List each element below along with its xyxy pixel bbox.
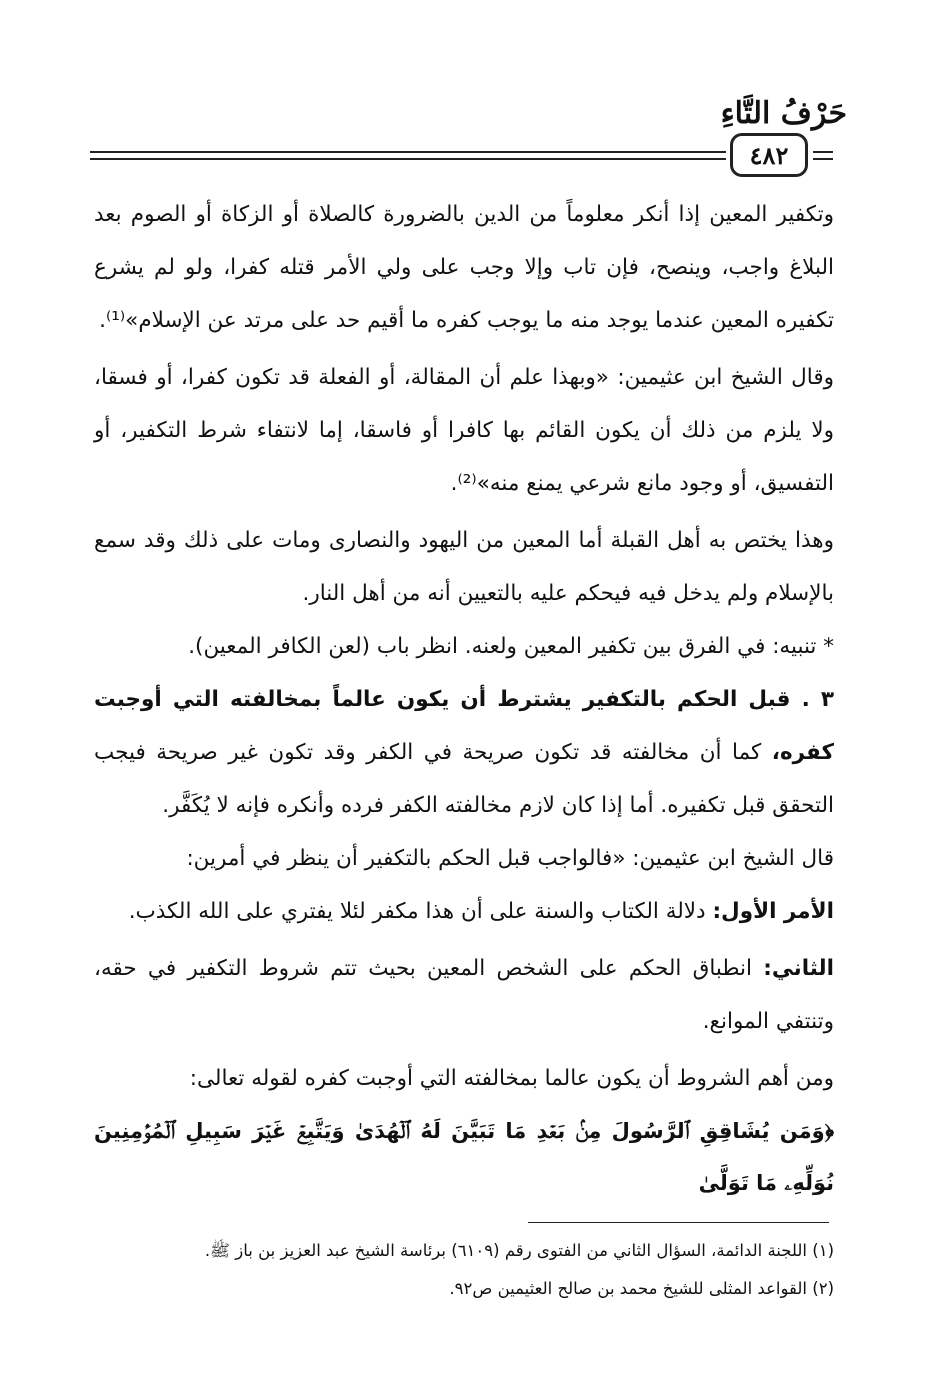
header-rule <box>90 151 726 160</box>
paragraph: قال الشيخ ابن عثيمين: «فالواجب قبل الحكم بالتكفير أن ينظر في أمرين: <box>186 846 834 871</box>
header-rule-end <box>813 151 833 160</box>
page-number-box <box>730 133 808 177</box>
running-title: حَرْفُ التَّاءِ <box>720 96 847 131</box>
quran-verse: ﴿وَمَن يُشَاقِقِ ٱلرَّسُولَ مِنۢ بَعۡدِ مَا تَبَيَّنَ لَهُ ٱلۡهُدَىٰ وَيَتَّبِعۡ غَيۡرَ سَبِيلِ ٱلۡمُؤۡمِنِينَ نُوَلِّهِۦ مَا تَوَلَّىٰ <box>94 1119 834 1195</box>
paragraph: ومن أهم الشروط أن يكون عالما بمخالفته التي أوجبت كفره لقوله تعالى: <box>189 1066 834 1091</box>
paragraph: وقال الشيخ ابن عثيمين: «وبهذا علم أن المقالة، أو الفعلة قد تكون كفرا، أو فسقا، ولا يلزم من ذلك أن يكون القائم بها كافرا أو فاسقا، إما لانتفاء شرط التكفير، أو التفسيق، أو وجود مانع شرعي يمنع منه»⁽²⁾. <box>94 365 834 496</box>
paragraph-text: دلالة الكتاب والسنة على أن هذا مكفر لئلا يفتري على الله الكذب. <box>128 899 713 924</box>
footnote: (٢) القواعد المثلى للشيخ محمد بن صالح العثيمين ص٩٢. <box>449 1279 834 1298</box>
note-paragraph: * تنبيه: في الفرق بين تكفير المعين ولعنه. انظر باب (لعن الكافر المعين). <box>188 634 834 659</box>
point-label: الأمر الأول: <box>712 899 834 924</box>
paragraph <box>94 942 834 1048</box>
page-number: ٤٨٢ <box>749 140 789 170</box>
footnotes <box>94 1232 834 1308</box>
paragraph-text: كما أن مخالفته قد تكون صريحة في الكفر وقد تكون غير صريحة فيجب التحقق قبل تكفيره. أما إذا كان لازم مخالفته الكفر فرده وأنكره فإنه لا يُكَفَّر. <box>94 740 834 818</box>
footnote: (١) اللجنة الدائمة، السؤال الثاني من الفتوى رقم (٦١٠٩) برئاسة الشيخ عبد العزيز بن باز ﷺ. <box>204 1241 834 1260</box>
paragraph-text: انطباق الحكم على الشخص المعين بحيث تتم شروط التكفير في حقه، وتنتفي الموانع. <box>94 956 834 1034</box>
section-heading: ٣ . قبل الحكم بالتكفير يشترط أن يكون عالماً بمخالفته التي أوجبت كفره، <box>94 687 834 765</box>
paragraph: وتكفير المعين إذا أنكر معلوماً من الدين بالضرورة كالصلاة أو الزكاة أو الصوم بعد البلاغ واجب، وينصح، فإن تاب وإلا وجب على ولي الأمر قتله كفرا، ولو لم يشرع تكفيره المعين عندما يوجد منه ما يوجب كفره ما أقيم حد على مرتد عن الإسلام»⁽¹⁾. <box>94 202 834 333</box>
main-text <box>94 188 834 1209</box>
paragraph: وهذا يختص به أهل القبلة أما المعين من اليهود والنصارى ومات على ذلك وقد سمع بالإسلام ولم يدخل فيه فيحكم عليه بالتعيين أنه من أهل النار. <box>94 528 834 606</box>
paragraph <box>94 673 834 832</box>
paragraph <box>94 885 834 938</box>
footnote-rule <box>528 1222 829 1223</box>
point-label: الثاني: <box>763 956 834 981</box>
